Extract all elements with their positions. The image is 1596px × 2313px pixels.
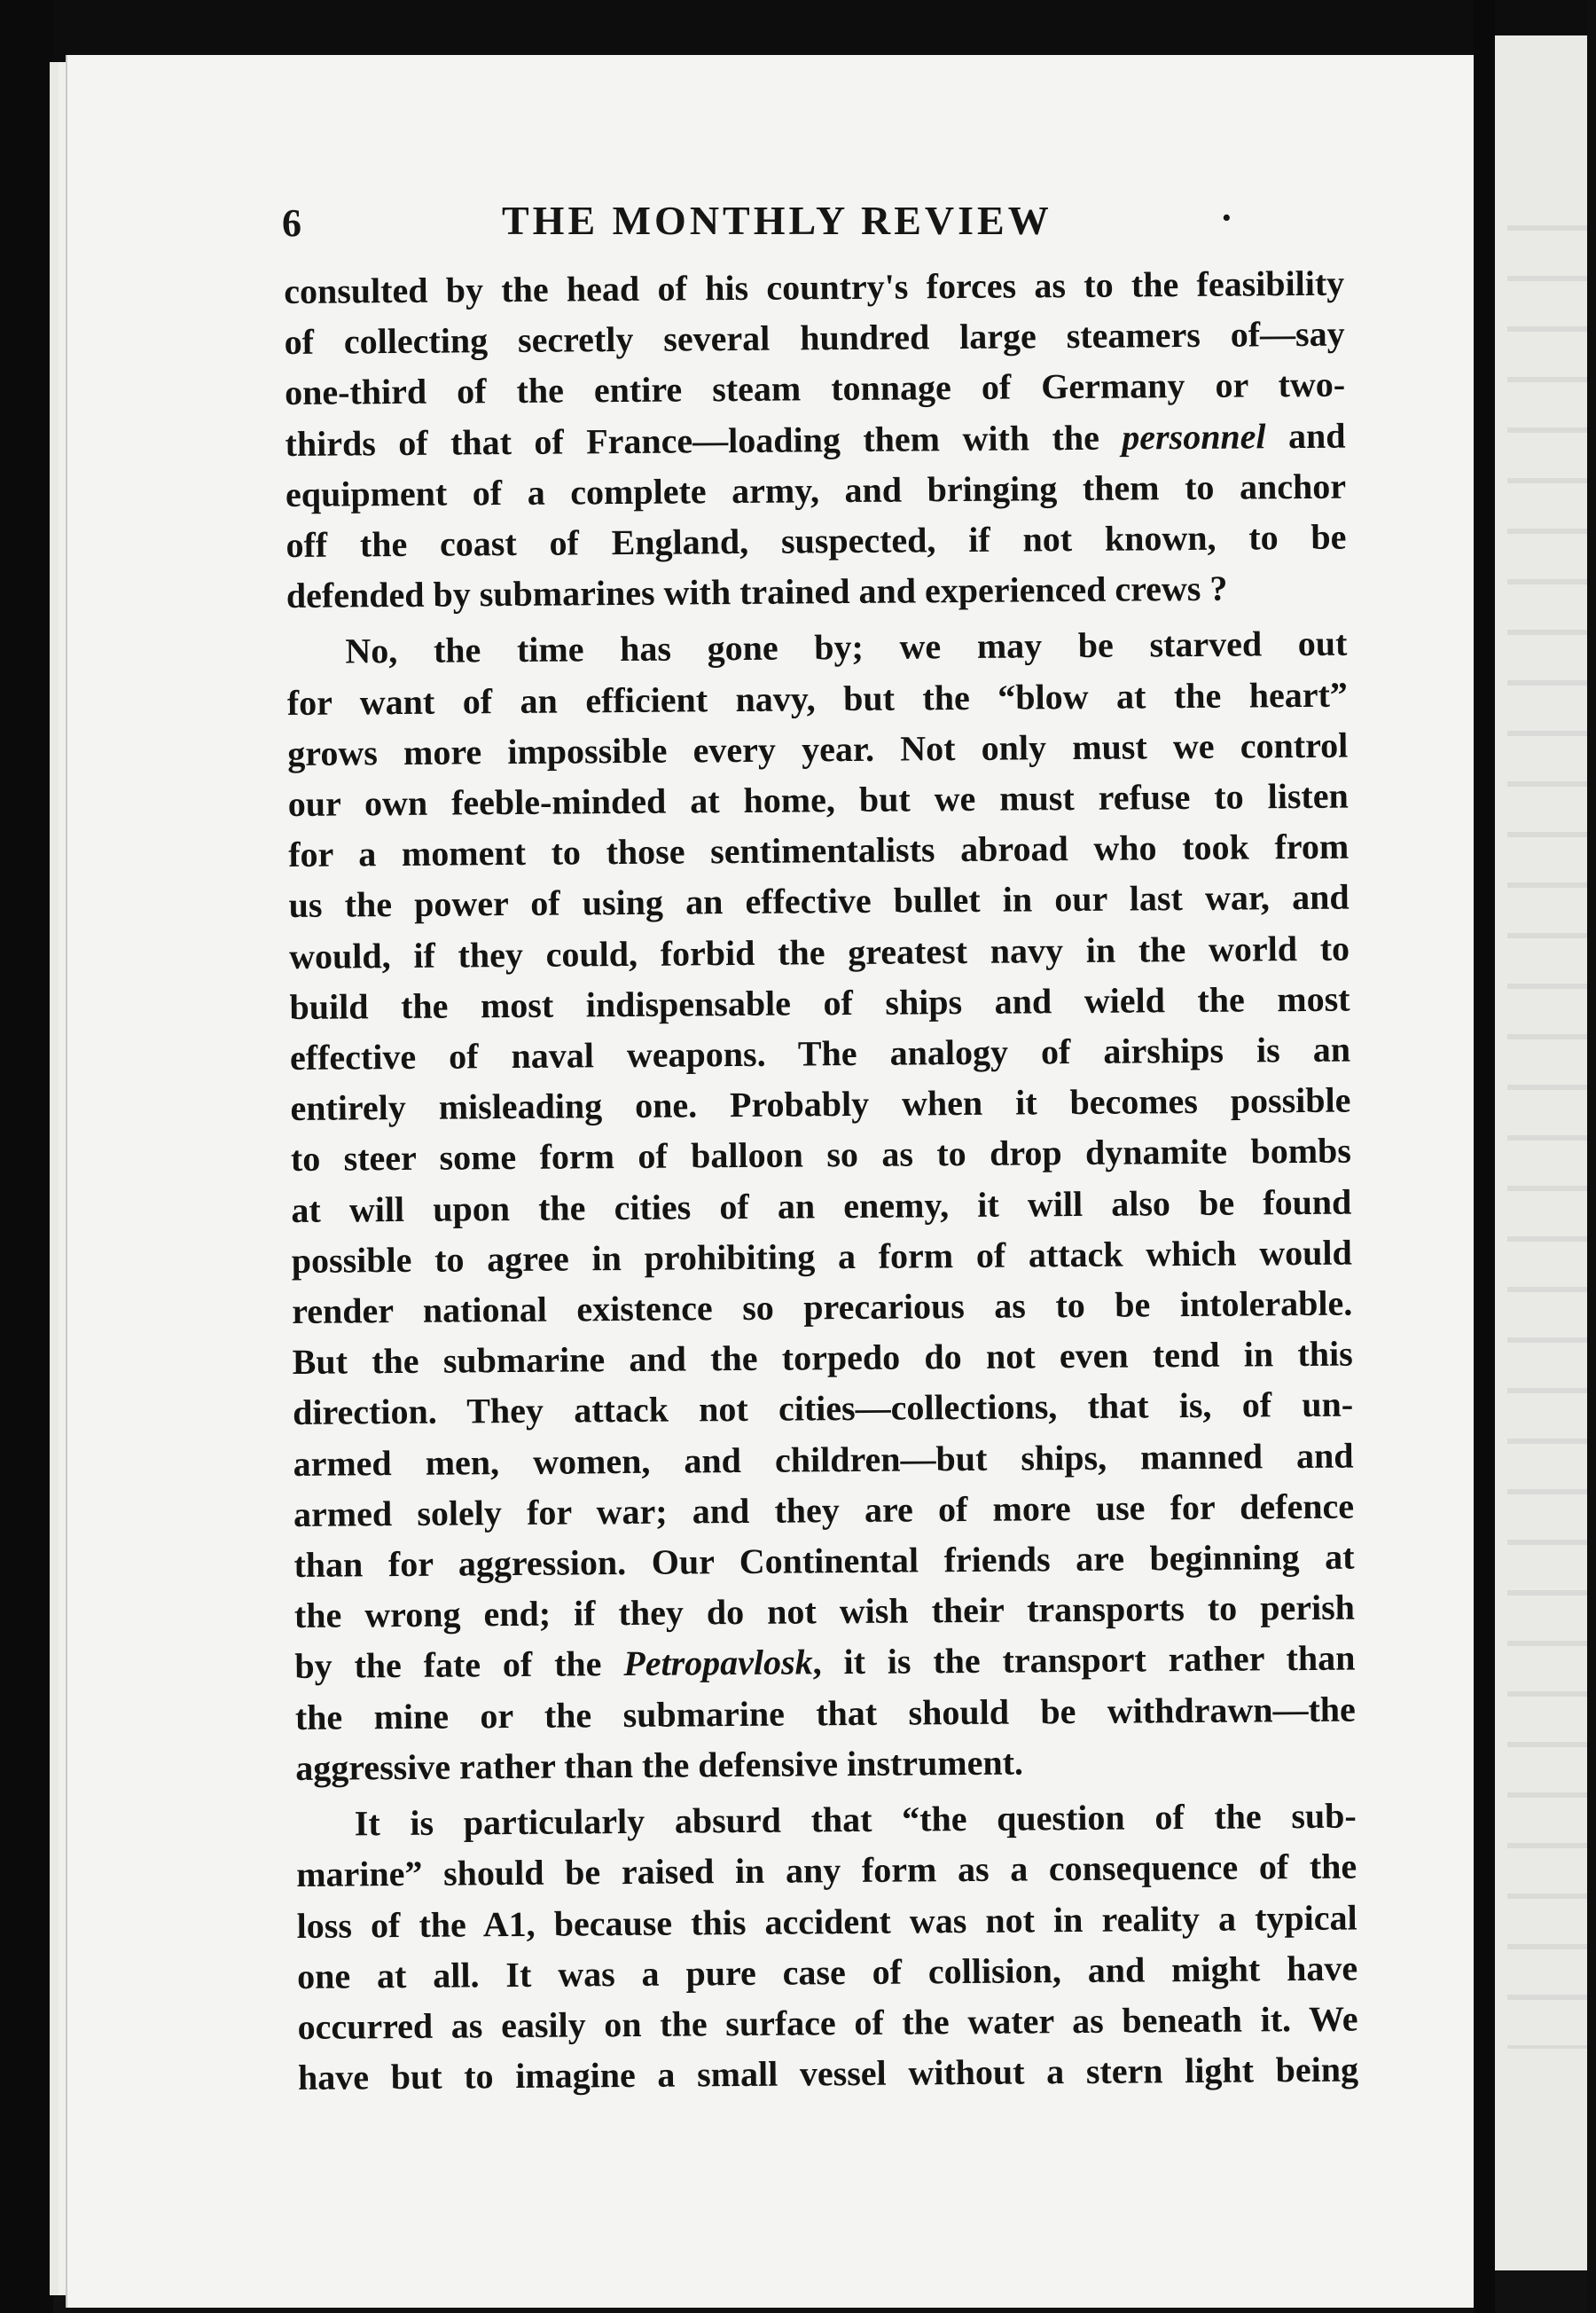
scan-border-right (1587, 0, 1596, 2313)
scan-border-left (0, 0, 53, 2313)
running-title: THE MONTHLY REVIEW (502, 198, 1052, 243)
text-line: loss of the A1, because this accident was not in reality a typical (296, 1897, 1357, 1946)
text-line: us the power of using an effective bullet in our last war, and (288, 877, 1350, 926)
text-line: But the submarine and the torpedo do not even tend in this (292, 1333, 1353, 1383)
text-line: thirds of that of France—loading them with the personnel and (285, 415, 1346, 464)
header-dot: · (1220, 196, 1233, 239)
italic-term: Petropavlosk (623, 1642, 813, 1684)
text-line: possible to agree in prohibiting a form of attack which would (291, 1232, 1352, 1281)
text-line: aggressive rather than the defensive instrument. (295, 1742, 1024, 1788)
text-line: the wrong end; if they do not wish their transports to perish (293, 1587, 1356, 1636)
text-line: for a moment to those sentimentalists abroad who took from (288, 826, 1350, 875)
text-line: equipment of a complete army, and bringing them to anchor (285, 466, 1347, 514)
italic-term: personnel (1122, 415, 1266, 458)
text-line: would, if they could, forbid the greatest navy in the world to (288, 928, 1350, 976)
text-line: one at all. It was a pure case of collision, and might have (296, 1948, 1358, 1996)
text-line: by the fate of the Petropavlosk, it is the transport rather than (294, 1638, 1356, 1687)
text-line: marine” should be raised in any form as a consequence of the (296, 1846, 1357, 1895)
text-line: our own feeble-minded at home, but we must refuse to listen (287, 775, 1349, 825)
text-line: one-third of the entire steam tonnage of Germany or two- (284, 365, 1346, 413)
text-line: effective of naval weapons. The analogy of airships is an (289, 1029, 1351, 1078)
text-line: build the most indispensable of ships and wield the most (289, 978, 1350, 1027)
text-line: armed men, women, and children—but ships, manned and (293, 1435, 1354, 1484)
text-line: It is particularly absurd that “the question of the sub- (354, 1795, 1357, 1844)
text-line: No, the time has gone by; we may be starved out (345, 623, 1348, 671)
text-line: grows more impossible every year. Not only must we control (287, 725, 1349, 773)
text-line: entirely misleading one. Probably when it becomes possible (290, 1079, 1351, 1129)
running-header (282, 195, 1346, 248)
text-line: off the coast of England, suspected, if not known, to be (286, 516, 1347, 566)
page-number: 6 (282, 201, 301, 245)
text-line: than for aggression. Our Continental friends are beginning at (293, 1536, 1355, 1586)
text-line: of collecting secretly several hundred large steamers of—say (284, 313, 1345, 363)
book-gutter (1474, 0, 1495, 2313)
text-line: to steer some form of balloon so as to drop dynamite bombs (290, 1131, 1352, 1180)
facing-page-bleed-through (1507, 186, 1587, 2049)
text-line: have but to imagine a small vessel without a stern light being (297, 2049, 1359, 2098)
text-line: the mine or the submarine that should be withdrawn—the (294, 1689, 1356, 1737)
text-line: for want of an efficient navy, but the “blow at the heart” (286, 674, 1349, 723)
text-line: direction. They attack not cities—collections, that is, of un- (292, 1384, 1354, 1433)
text-line: occurred as easily on the surface of the water as beneath it. We (297, 1998, 1358, 2047)
text-line: armed solely for war; and they are of more use for defence (293, 1486, 1355, 1534)
text-line: consulted by the head of his country's forces as to the feasibility (284, 263, 1345, 311)
text-line: at will upon the cities of an enemy, it will also be found (291, 1181, 1352, 1230)
text-line: defended by submarines with trained and experienced crews ? (286, 568, 1228, 616)
text-line: render national existence so precarious as to be intolerable. (292, 1282, 1353, 1332)
body-text (284, 258, 1358, 2104)
